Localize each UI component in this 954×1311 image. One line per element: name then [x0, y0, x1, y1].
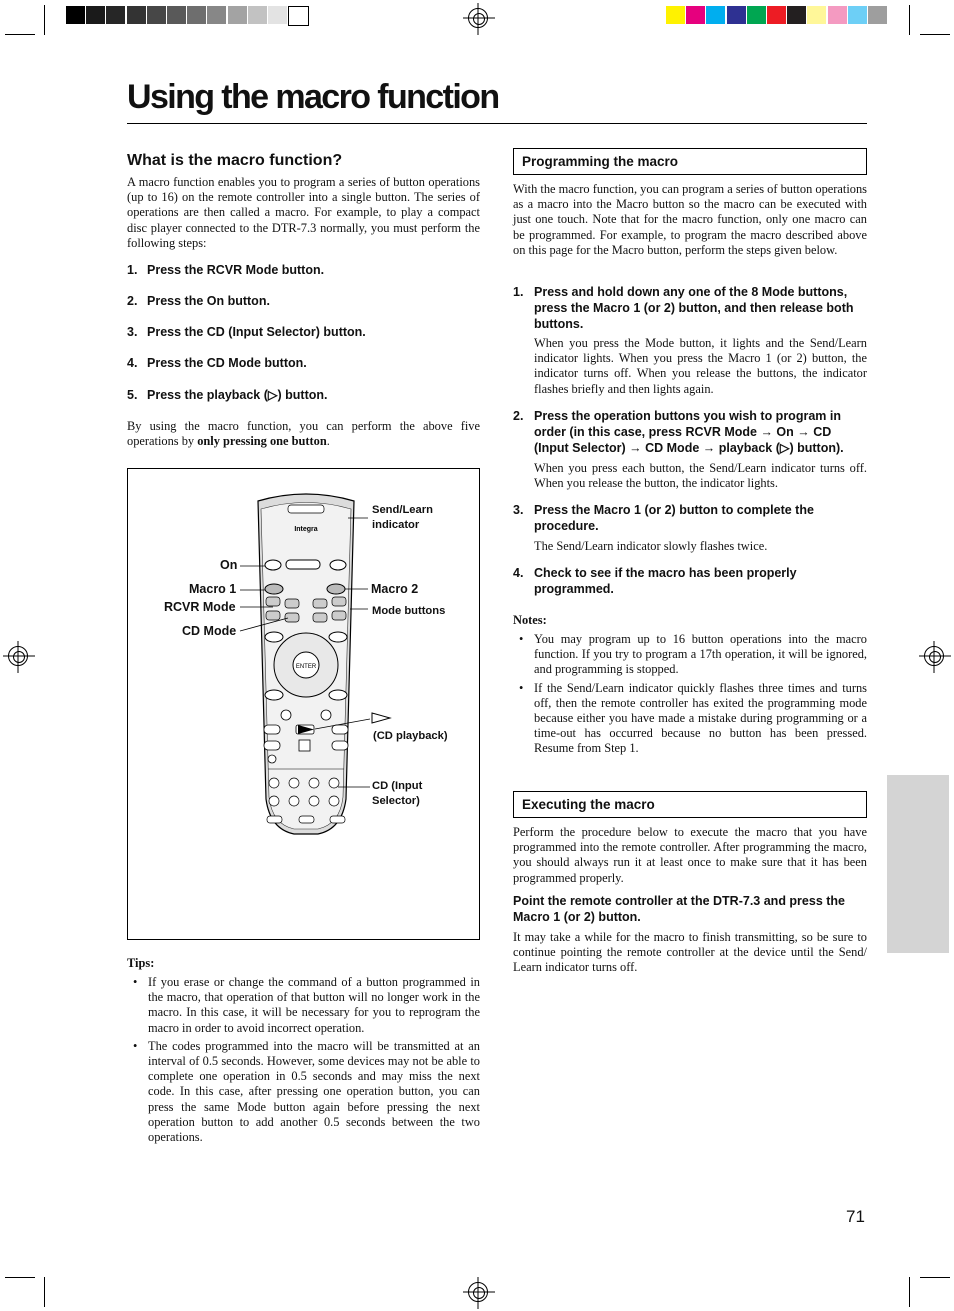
color-swatch — [807, 6, 826, 24]
registration-mark-left — [8, 646, 28, 666]
step-4: 4. Press the CD Mode button. — [127, 356, 307, 370]
side-tab — [887, 775, 949, 953]
prog-step-2: 2. Press the operation buttons you wish to program in order (in this case, press RCVR Mode → On → CD (Input Selector) → CD Mode → playback (▷) button). — [513, 409, 844, 455]
remote-enter-label: ENTER — [295, 664, 317, 670]
executing-instruction: Point the remote controller at the DTR-7.3 and press the Macro 1 (or 2) button. — [513, 894, 846, 924]
gray-swatch — [127, 6, 146, 24]
prog-step-3-desc: The Send/Learn indicator slowly flashes twice. — [534, 539, 768, 553]
note-item: • You may program up to 16 button operations into the macro function. If you try to program a 17th operation, it will be ignored, and programming is stopped. — [513, 632, 867, 678]
step-5: 5. Press the playback (▷) button. — [127, 388, 328, 402]
section-heading-executing: Executing the macro — [513, 791, 867, 818]
executing-desc: It may take a while for the macro to finish transmitting, so be sure to continue pointing the remote controller at the device until the Send/ Learn indicator turns off. — [513, 930, 867, 975]
intro-paragraph: A macro function enables you to program a series of button operations (up to 16) on the remote controller into a single button. The series of operations are then called a macro. For example, to play a compact disc player connected to the DTR-7.3 normally, you must perform the following steps: — [127, 175, 480, 250]
registration-mark-bottom — [468, 1282, 488, 1302]
gray-swatch — [66, 6, 85, 24]
label-macro1: Macro 1 — [189, 582, 237, 596]
color-swatch — [686, 6, 705, 24]
gray-swatch — [288, 6, 309, 26]
label-macro2: Macro 2 — [371, 582, 419, 596]
label-cd-mode: CD Mode — [182, 624, 237, 638]
prog-step-1: 1. Press and hold down any one of the 8 Mode buttons, press the Macro 1 (or 2) button, and then release both buttons. — [513, 285, 854, 331]
section-heading-programming: Programming the macro — [513, 148, 867, 175]
executing-intro: Perform the procedure below to execute the macro that you have programmed into the remote controller. After programming the macro, you should always run it at least once to make sure that it has been programmed properly. — [513, 825, 867, 885]
label-mode-buttons: Mode buttons — [372, 605, 446, 617]
note-item: • If the Send/Learn indicator quickly flashes three times and turns off, then the remote controller has exited the programming mode because either you have made a mistake during programming or a time-out has occurred because no button has been pressed. Resume from Step 1. — [513, 681, 867, 757]
title-rule — [127, 123, 867, 124]
gray-swatch — [228, 6, 247, 24]
gray-swatch — [167, 6, 186, 24]
label-on: On — [220, 558, 238, 572]
remote-figure — [127, 468, 480, 940]
gray-swatch — [147, 6, 166, 24]
tips-list — [127, 975, 480, 1148]
notes-list — [513, 632, 867, 760]
color-swatch — [828, 6, 847, 24]
registration-mark-top — [468, 8, 488, 28]
step-3: 3. Press the CD (Input Selector) button. — [127, 325, 366, 339]
step-1: 1. Press the RCVR Mode button. — [127, 263, 325, 277]
label-cd-playback: (CD playback) — [373, 730, 448, 742]
programming-intro: With the macro function, you can program a series of button operations as a macro into the Macro button so the macro can be executed with just one touch. Note that for the macro function, only one macro can be programmed. For example, to program the macro described above on this page for the Macro button, perform the steps given below. — [513, 182, 867, 257]
label-rcvr-mode: RCVR Mode — [164, 600, 236, 614]
color-swatch — [848, 6, 867, 24]
color-swatch — [706, 6, 725, 24]
gray-swatch — [106, 6, 125, 24]
summary-paragraph: By using the macro function, you can perform the above five operations by only pressing one button. — [127, 419, 480, 449]
remote-controller-illustration — [128, 469, 481, 941]
color-swatch — [666, 6, 685, 24]
prog-step-2-desc: When you press each button, the Send/Learn indicator turns off. When you release the button, the indicator lights. — [534, 461, 867, 491]
label-cd-input: CD (Input Selector) — [372, 780, 423, 807]
page-title: Using the macro function — [127, 78, 499, 116]
prog-step-4: 4. Check to see if the macro has been properly programmed. — [513, 566, 797, 596]
tip-item: • The codes programmed into the macro will be transmitted at an interval of 0.5 seconds. However, some devices may not be able to complete one operation in 0.5 seconds and may miss the next code. In this case, after pressing one operation button, you can press the same Mode button again before pressing the next operation button to add another 0.5 seconds between the two operations. — [127, 1039, 480, 1145]
color-swatch — [767, 6, 786, 24]
color-swatch — [868, 6, 887, 24]
step-2: 2. Press the On button. — [127, 294, 270, 308]
label-send-learn: Send/Learn indicator — [372, 504, 433, 531]
color-swatch — [727, 6, 746, 24]
color-swatch — [787, 6, 806, 24]
tip-item: • If you erase or change the command of a button programmed in the macro, that operation of that button will no longer work in the macro. In this case, it will be necessary for you to reprogram the macro in order to avoid incorrect operation. — [127, 975, 480, 1036]
notes-label: Notes: — [513, 613, 547, 627]
prog-step-3: 3. Press the Macro 1 (or 2) button to complete the procedure. — [513, 503, 814, 533]
gray-swatch — [268, 6, 287, 24]
color-swatch — [747, 6, 766, 24]
section-heading-what-is: What is the macro function? — [127, 152, 343, 169]
gray-swatch — [207, 6, 226, 24]
gray-swatch — [187, 6, 206, 24]
gray-swatch — [248, 6, 267, 24]
prog-step-1-desc: When you press the Mode button, it lights and the Send/Learn indicator lights. When you press the Macro 1 (or 2) button, the indicator turns off. When you release the buttons, the indicator flashes briefly and then lights again. — [534, 336, 867, 396]
tips-label: Tips: — [127, 956, 155, 970]
remote-brand: Integra — [294, 526, 318, 533]
registration-mark-right — [924, 646, 944, 666]
page-number: 71 — [846, 1207, 865, 1226]
gray-swatch — [86, 6, 105, 24]
